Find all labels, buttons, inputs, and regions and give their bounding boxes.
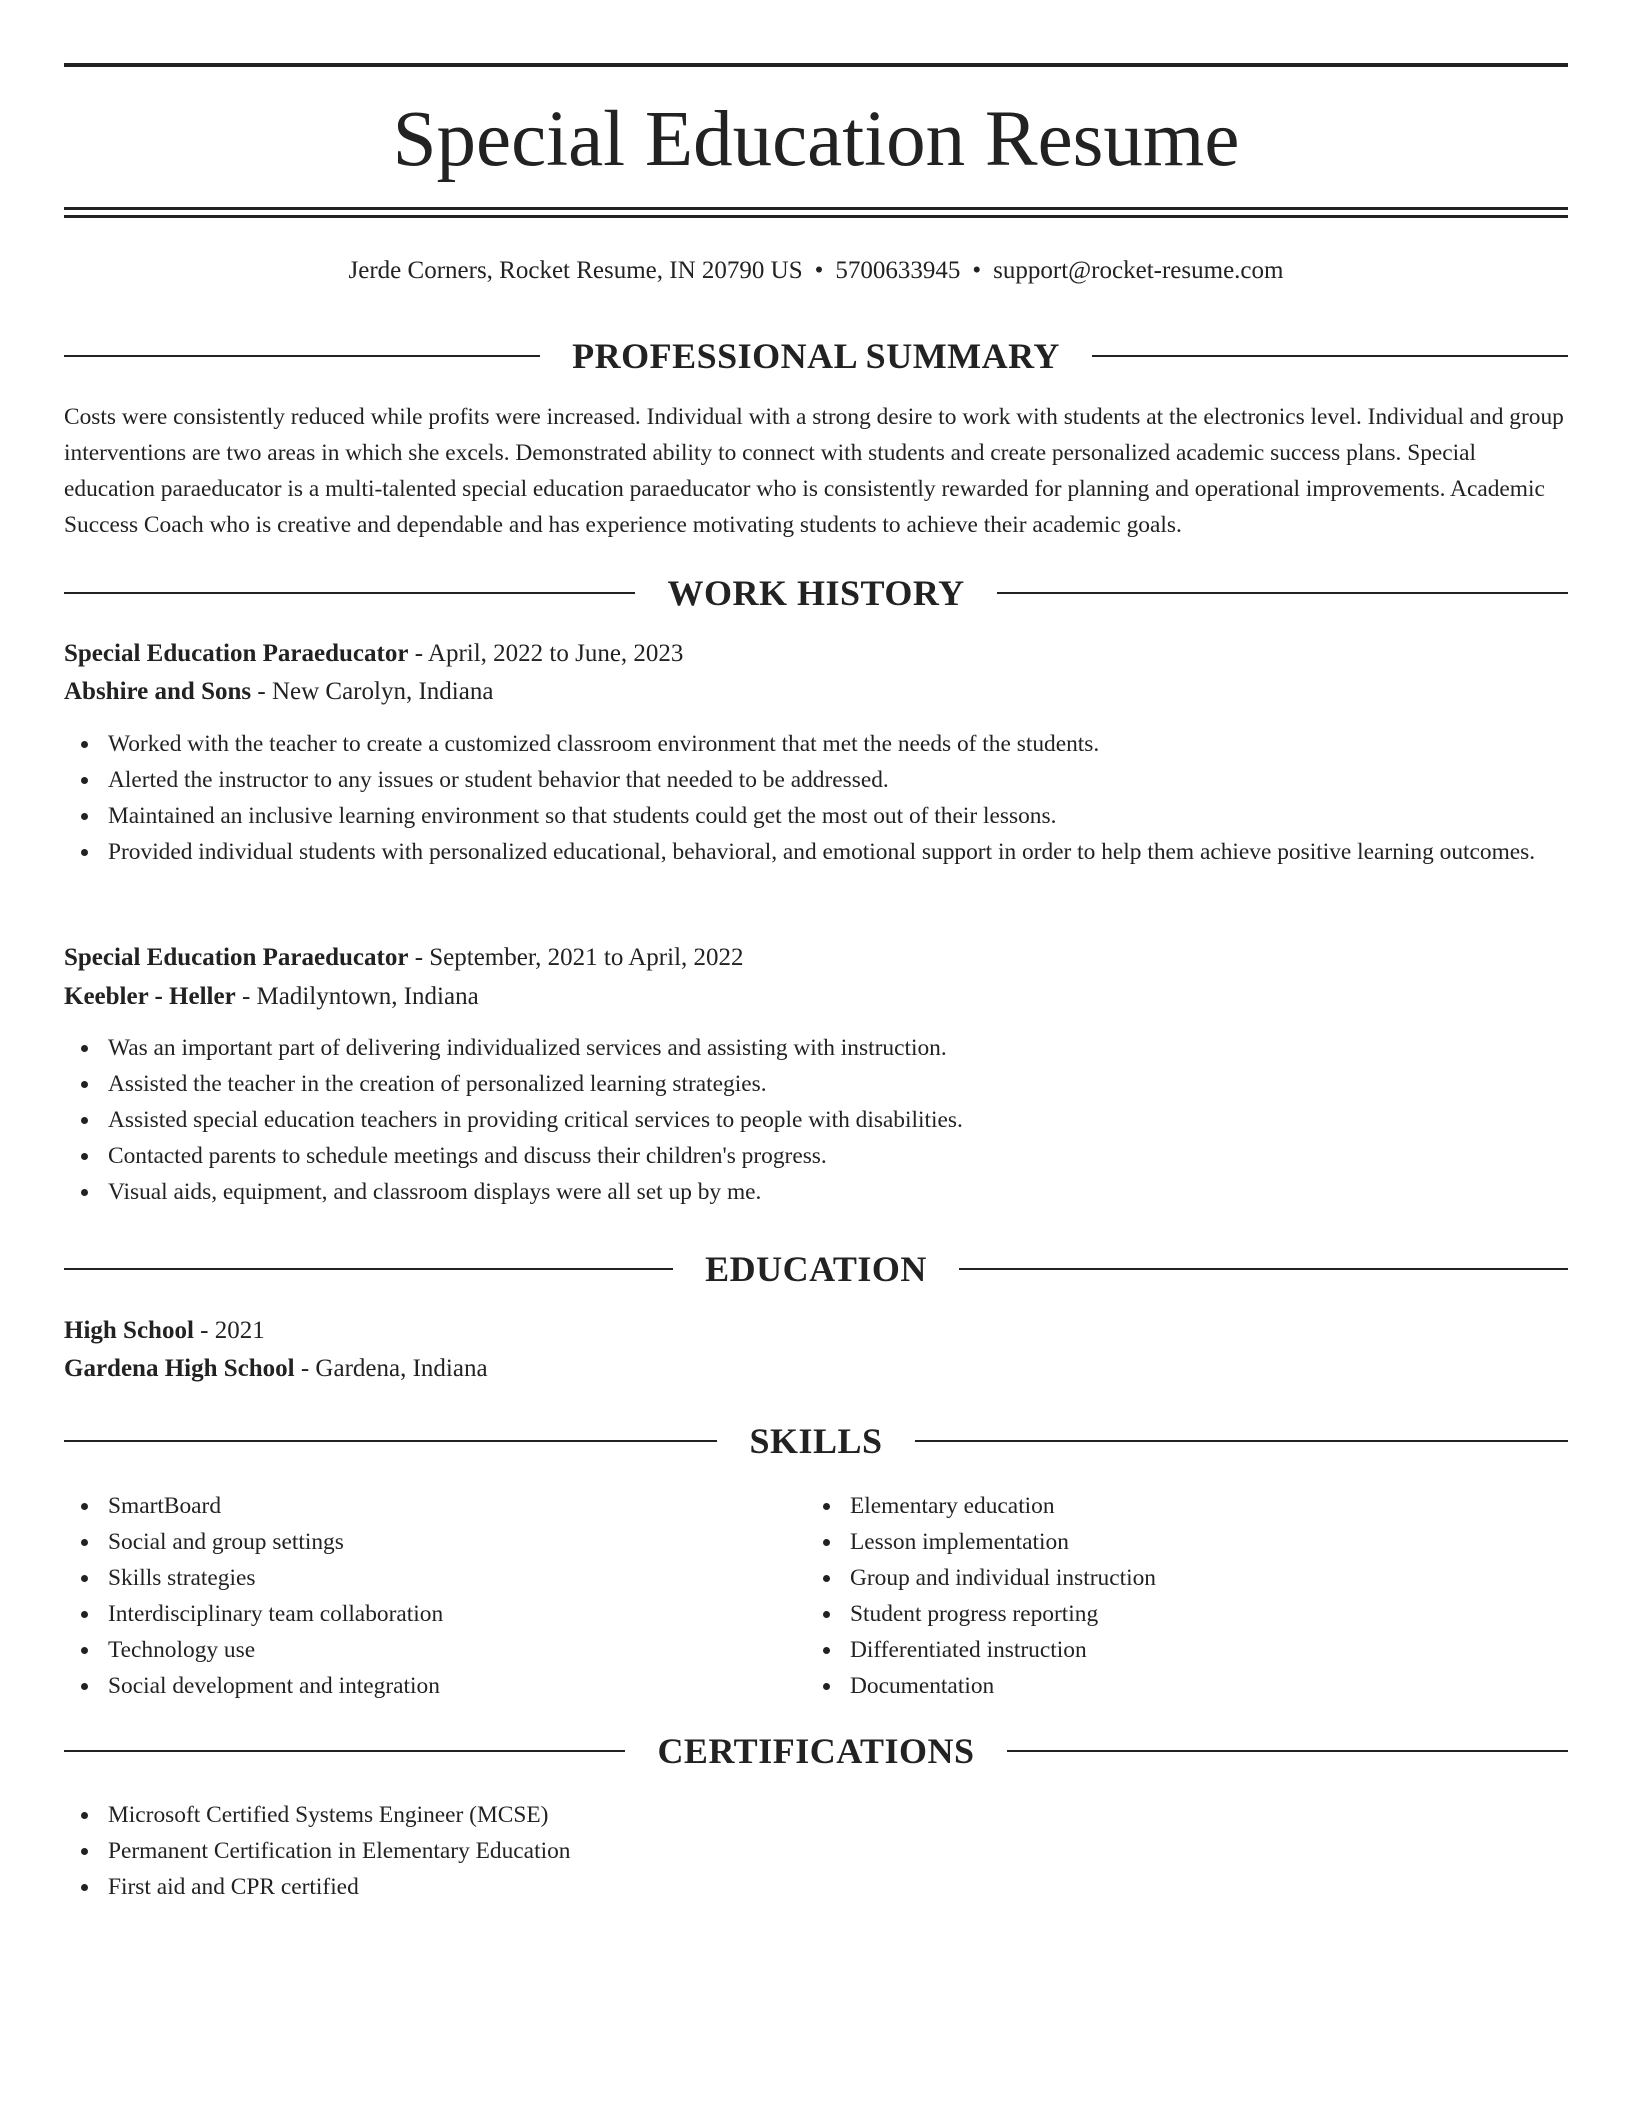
- heading-rule: [64, 1750, 625, 1752]
- education-school: Gardena High School: [64, 1355, 295, 1382]
- list-item: Lesson implementation: [806, 1524, 1506, 1560]
- section-title: SKILLS: [749, 1421, 883, 1461]
- list-item: Assisted special education teachers in providing critical services to people with disabilities.: [64, 1102, 1568, 1138]
- contact-email: support@rocket-resume.com: [993, 257, 1284, 284]
- job-employer: Keebler - Heller: [64, 983, 236, 1010]
- education-year: - 2021: [193, 1317, 265, 1344]
- list-item: Differentiated instruction: [806, 1632, 1506, 1668]
- certifications-heading: [64, 1729, 1568, 1773]
- list-item: Documentation: [806, 1668, 1506, 1704]
- education-location: - Gardena, Indiana: [294, 1355, 488, 1382]
- list-item: Maintained an inclusive learning environment so that students could get the most out of their lessons.: [64, 798, 1568, 834]
- list-item: Provided individual students with personalized educational, behavioral, and emotional support in order to help them achieve positive learning outcomes.: [64, 834, 1568, 870]
- list-item: Contacted parents to schedule meetings and discuss their children's progress.: [64, 1138, 1568, 1174]
- list-item: Permanent Certification in Elementary Education: [64, 1833, 1568, 1869]
- job-duties-list: [64, 1030, 1568, 1210]
- list-item: Social and group settings: [64, 1524, 764, 1560]
- job-title: Special Education Paraeducator: [64, 640, 409, 667]
- list-item: Group and individual instruction: [806, 1560, 1506, 1596]
- job-employer: Abshire and Sons: [64, 678, 252, 705]
- title-rule-lower: [64, 215, 1568, 218]
- list-item: Assisted the teacher in the creation of personalized learning strategies.: [64, 1066, 1568, 1102]
- section-title: WORK HISTORY: [667, 573, 965, 613]
- job-title-line: [64, 940, 744, 976]
- list-item: Alerted the instructor to any issues or student behavior that needed to be addressed.: [64, 762, 1568, 798]
- heading-rule: [64, 355, 540, 357]
- heading-rule: [959, 1268, 1568, 1270]
- contact-address: Jerde Corners, Rocket Resume, IN 20790 US: [348, 257, 803, 284]
- list-item: Social development and integration: [64, 1668, 764, 1704]
- heading-rule: [915, 1440, 1568, 1442]
- job-dates: - September, 2021 to April, 2022: [408, 944, 744, 971]
- top-rule: [64, 63, 1568, 67]
- title-rule-upper: [64, 207, 1568, 210]
- list-item: Microsoft Certified Systems Engineer (MCSE): [64, 1797, 1568, 1833]
- heading-rule: [1092, 355, 1568, 357]
- certifications-list: [64, 1797, 1568, 1905]
- list-item: Technology use: [64, 1632, 764, 1668]
- job-employer-line: [64, 674, 493, 710]
- contact-separator: •: [814, 257, 824, 284]
- list-item: Interdisciplinary team collaboration: [64, 1596, 764, 1632]
- heading-rule: [64, 1440, 717, 1442]
- education-school-line: [64, 1351, 488, 1387]
- summary-heading: [64, 334, 1568, 378]
- list-item: First aid and CPR certified: [64, 1869, 1568, 1905]
- section-title: CERTIFICATIONS: [657, 1731, 975, 1771]
- section-title: PROFESSIONAL SUMMARY: [572, 336, 1060, 376]
- heading-rule: [997, 592, 1568, 594]
- heading-rule: [64, 1268, 673, 1270]
- job-title-line: [64, 636, 683, 672]
- job-employer-line: [64, 979, 479, 1015]
- skills-heading: [64, 1419, 1568, 1463]
- section-title: EDUCATION: [705, 1249, 927, 1289]
- heading-rule: [64, 592, 635, 594]
- education-degree: High School: [64, 1317, 194, 1344]
- job-dates: - April, 2022 to June, 2023: [408, 640, 684, 667]
- contact-separator: •: [972, 257, 982, 284]
- skills-list-left: [64, 1488, 764, 1704]
- job-location: - Madilyntown, Indiana: [235, 983, 479, 1010]
- heading-rule: [1007, 1750, 1568, 1752]
- education-degree-line: [64, 1313, 265, 1349]
- list-item: Was an important part of delivering individualized services and assisting with instruction.: [64, 1030, 1568, 1066]
- list-item: Worked with the teacher to create a customized classroom environment that met the needs of the students.: [64, 726, 1568, 762]
- education-heading: [64, 1247, 1568, 1291]
- summary-text: Costs were consistently reduced while profits were increased. Individual with a strong desire to work with students at the electronics level. Individual and group interventions are two areas in which she excels. Demonstrated ability to connect with students and create personalized academic success plans. Special education paraeducator is a multi-talented special education paraeducator who is consistently rewarded for planning and operational improvements. Academic Success Coach who is creative and dependable and has experience motivating students to achieve their academic goals.: [64, 404, 1564, 538]
- list-item: SmartBoard: [64, 1488, 764, 1524]
- job-duties-list: [64, 726, 1568, 870]
- list-item: Visual aids, equipment, and classroom displays were all set up by me.: [64, 1174, 1568, 1210]
- resume-title: Special Education Resume: [392, 96, 1240, 183]
- list-item: Elementary education: [806, 1488, 1506, 1524]
- skills-list-right: [806, 1488, 1506, 1704]
- contact-line: [64, 254, 1568, 288]
- list-item: Student progress reporting: [806, 1596, 1506, 1632]
- job-location: - New Carolyn, Indiana: [251, 678, 494, 705]
- job-title: Special Education Paraeducator: [64, 944, 409, 971]
- list-item: Skills strategies: [64, 1560, 764, 1596]
- work-history-heading: [64, 571, 1568, 615]
- contact-phone: 5700633945: [835, 257, 961, 284]
